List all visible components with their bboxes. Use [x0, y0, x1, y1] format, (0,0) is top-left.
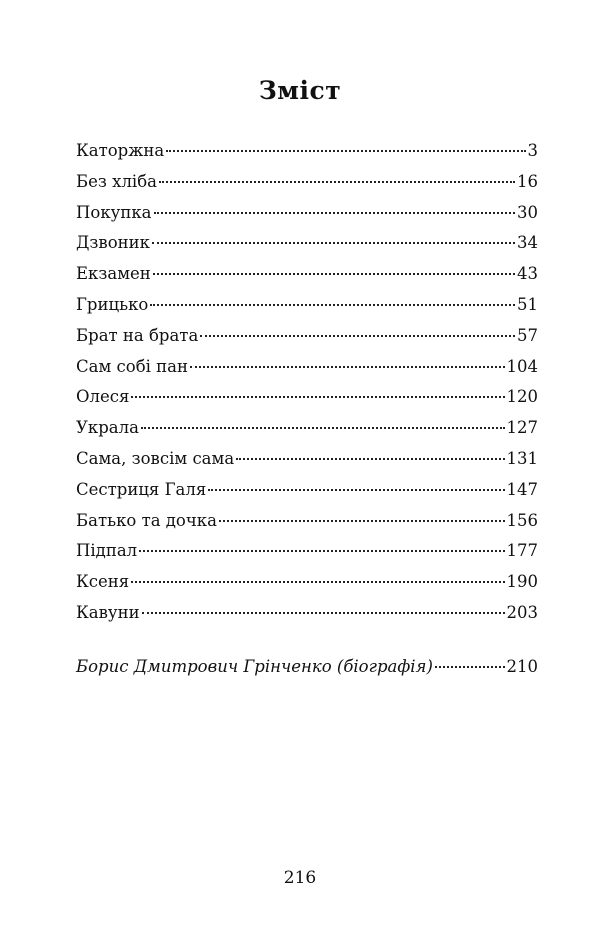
toc-entry-title: Брат на брата [76, 325, 199, 345]
toc-entry [76, 167, 538, 198]
toc-appendix [76, 652, 538, 683]
toc-entry-page: 210 [506, 657, 538, 676]
toc-entry [76, 290, 538, 321]
toc-entry-page: 104 [506, 356, 538, 376]
toc-entry [76, 136, 538, 167]
toc-entry [76, 475, 538, 506]
toc-entry-page: 131 [506, 448, 538, 468]
toc-entry [76, 536, 538, 567]
toc-entry-page: 127 [506, 418, 538, 438]
toc-entry [76, 567, 538, 598]
dot-leader [152, 242, 515, 244]
dot-leader [154, 212, 516, 214]
dot-leader [435, 666, 505, 668]
dot-leader [190, 366, 504, 368]
dot-leader [159, 181, 515, 183]
toc-entry [76, 413, 538, 444]
toc-entry [76, 382, 538, 413]
toc-entry-page: 51 [517, 294, 538, 314]
toc-entry-title: Борис Дмитрович Грінченко (біографія) [76, 657, 433, 676]
dot-leader [150, 304, 515, 306]
toc-entry [76, 598, 538, 629]
toc-entry-page: 177 [506, 541, 538, 561]
dot-leader [200, 335, 515, 337]
page-title: Зміст [258, 76, 342, 105]
toc-entry-page: 57 [517, 325, 538, 345]
toc-entry-title: Кавуни [76, 602, 140, 622]
toc-entry [76, 198, 538, 229]
toc-entry-page: 34 [517, 233, 538, 253]
dot-leader [131, 581, 504, 583]
toc-entry-page: 190 [506, 572, 538, 592]
toc-entry [76, 352, 538, 383]
toc-entry-title: Каторжна [76, 141, 165, 160]
dot-leader [131, 396, 504, 398]
dot-leader [142, 612, 505, 614]
toc-entry-page: 30 [517, 202, 538, 222]
toc-entry-page: 16 [517, 171, 538, 191]
toc-entry [76, 321, 538, 352]
dot-leader [236, 458, 504, 460]
toc-entry-title: Сама, зовсім сама [76, 448, 235, 468]
toc-entry-title: Ксеня [76, 572, 130, 592]
toc-entry-title: Покупка [76, 202, 152, 222]
table-of-contents [76, 136, 538, 629]
dot-leader [208, 489, 504, 491]
toc-entry-title: Сестриця Галя [76, 479, 207, 499]
toc-entry-title: Дзвоник [76, 233, 150, 253]
toc-entry-page: 156 [506, 510, 538, 530]
toc-entry [76, 506, 538, 537]
toc-entry-biography [76, 652, 538, 683]
toc-entry-page: 43 [517, 264, 538, 284]
toc-entry [76, 444, 538, 475]
toc-entry-title: Підпал [76, 541, 138, 561]
toc-entry-title: Сам собі пан [76, 356, 189, 376]
page-number: 216 [283, 868, 317, 888]
toc-entry-page: 3 [527, 141, 538, 160]
toc-entry-page: 120 [506, 387, 538, 407]
toc-entry [76, 259, 538, 290]
toc-entry-page: 147 [506, 479, 538, 499]
dot-leader [139, 550, 504, 552]
toc-entry-title: Грицько [76, 294, 149, 314]
toc-entry-title: Олеся [76, 387, 130, 407]
toc-entry-title: Украла [76, 418, 139, 438]
toc-entry-page: 203 [506, 602, 538, 622]
dot-leader [219, 520, 505, 522]
toc-entry-title: Батько та дочка [76, 510, 217, 530]
dot-leader [141, 427, 505, 429]
dot-leader [166, 150, 525, 152]
dot-leader [153, 273, 515, 275]
toc-entry [76, 228, 538, 259]
toc-entry-title: Без хліба [76, 171, 157, 191]
toc-entry-title: Екзамен [76, 264, 151, 284]
